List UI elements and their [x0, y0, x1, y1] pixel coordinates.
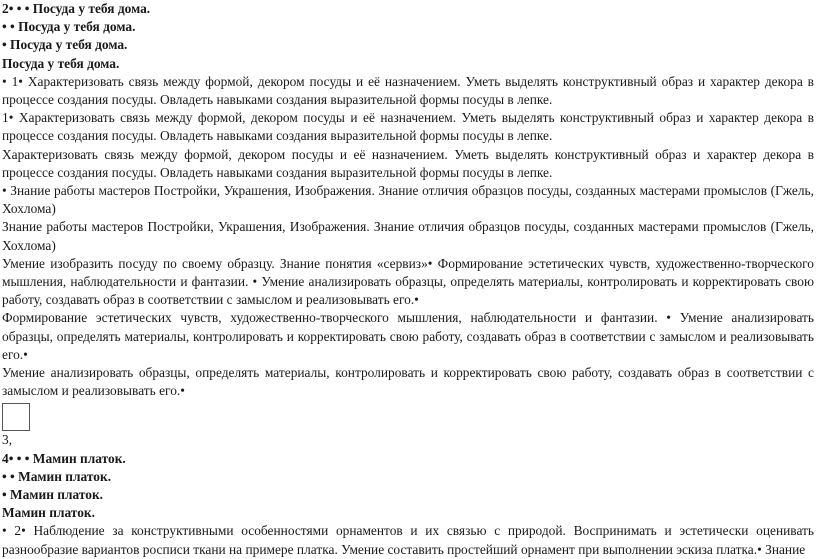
knowledge-paragraph: Знание работы мастеров Постройки, Украшения, Изображения. Знание отличия образцов посуды, созданных мастерами промыслов (Гжель, Хохлома) — [2, 219, 814, 253]
observation-paragraph: • 2• Наблюдение за конструктивными особенностями орнаментов и их связью с природой. Воспринимать и эстетически оценивать разнообразие вариантов росписи ткани на примере платка. Умение составить простейший орнамент при выполнении эскиза платка.• Знание — [2, 523, 814, 557]
section-heading-level-1: • Посуда у тебя дома. — [2, 37, 128, 53]
section-heading-level-3: 2• • • Посуда у тебя дома. — [2, 1, 151, 16]
aesthetic-paragraph: Формирование эстетических чувств, художественно-творческого мышления, наблюдательности и фантазии. • Умение анализировать образцы, определять материалы, контролировать и корректировать свою работу, создавать образ в соответствии с замыслом и реализовывать его.• — [2, 310, 814, 362]
section-heading-level-2: • • Посуда у тебя дома. — [2, 19, 136, 35]
item-number: 3, — [2, 432, 13, 448]
section2-heading: Мамин платок. — [2, 505, 95, 521]
empty-image-placeholder — [2, 403, 30, 431]
goals-paragraph-numbered: 1• Характеризовать связь между формой, декором посуды и её назначением. Уметь выделять конструктивный образ и характер декора в процессе создания посуды. Овладеть навыками создания выразительной формы посуды в лепке. — [2, 110, 814, 144]
document-body — [2, 0, 814, 559]
skills-paragraph: Умение изобразить посуду по своему образцу. Знание понятия «сервиз»• Формирование эстетических чувств, художественно-творческого мышления, наблюдательности и фантазии. • Умение анализировать образцы, определять материалы, контролировать и корректировать свою работу, создавать образ в соответствии с замыслом и реализовывать его.• — [2, 255, 814, 308]
goals-paragraph-bulleted: • 1• Характеризовать связь между формой, декором посуды и её назначением. Уметь выделять конструктивный образ и характер декора в процессе создания посуды. Овладеть навыками создания выразительной формы посуды в лепке. — [2, 73, 814, 108]
knowledge-paragraph-bulleted: • Знание работы мастеров Постройки, Украшения, Изображения. Знание отличия образцов посуды, созданных мастерами промыслов (Гжель, Хохлома) — [2, 183, 814, 217]
analysis-paragraph: Умение анализировать образцы, определять материалы, контролировать и корректировать свою работу, создавать образ в соответствии с замыслом и реализовывать его.• — [2, 365, 814, 399]
section2-heading-level-1: • Мамин платок. — [2, 487, 104, 503]
section2-heading-level-3: 4• • • Мамин платок. — [2, 450, 126, 466]
goals-paragraph: Характеризовать связь между формой, декором посуды и её назначением. Уметь выделять конструктивный образ и характер декора в процессе создания посуды. Овладеть навыками создания выразительной формы посуды в лепке. — [2, 146, 814, 180]
section2-heading-level-2: • • Мамин платок. — [2, 468, 112, 484]
section-heading: Посуда у тебя дома. — [2, 55, 120, 71]
